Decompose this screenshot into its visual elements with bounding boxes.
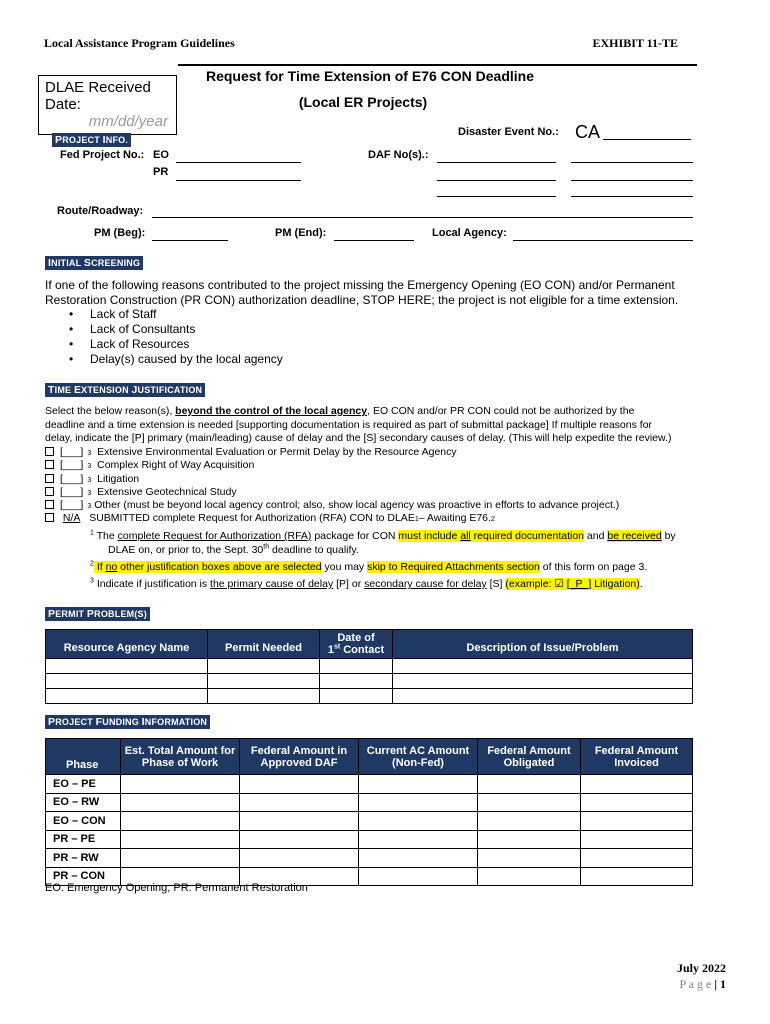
fed-project-pr-input[interactable] — [176, 180, 301, 181]
daf-input-2[interactable] — [571, 162, 693, 163]
dlae-received-date-field[interactable] — [38, 75, 177, 135]
disaster-event-label: Disaster Event No.: — [458, 126, 559, 138]
checkbox[interactable] — [45, 500, 54, 509]
pm-beg-label: PM (Beg): — [94, 227, 146, 239]
list-item: • Lack of Consultants — [45, 322, 283, 337]
phase-label: PR – PE — [46, 830, 121, 849]
justification-option-litigation[interactable]: [___] 3 Litigation — [45, 473, 619, 486]
route-roadway-input[interactable] — [152, 217, 693, 218]
list-item: • Delay(s) caused by the local agency — [45, 352, 283, 367]
fed-project-pr-label: PR — [153, 166, 169, 178]
section-project-funding: PROJECT FUNDING INFORMATION — [45, 715, 210, 729]
table-row — [46, 830, 693, 849]
table-row — [46, 775, 693, 794]
footnote-2: $^2$ If no other justification boxes above are selected you may skip to Required Attachments section of this form on page 3. — [90, 560, 648, 573]
pm-end-input[interactable] — [334, 240, 414, 241]
pm-beg-input[interactable] — [152, 240, 228, 241]
section-initial-screening: INITIAL SCREENING — [45, 256, 143, 270]
header-program-title: Local Assistance Program Guidelines — [44, 36, 235, 50]
column-header: Phase — [46, 739, 121, 775]
table-row — [46, 812, 693, 831]
daf-label: DAF No(s).: — [368, 149, 429, 161]
column-header: Resource Agency Name — [46, 630, 208, 659]
header-rule — [178, 64, 697, 66]
phase-label: PR – RW — [46, 849, 121, 868]
column-header: Description of Issue/Problem — [393, 630, 693, 659]
justification-option-right-of-way[interactable]: [___] 3 Complex Right of Way Acquisition — [45, 459, 619, 472]
list-item: • Lack of Resources — [45, 337, 283, 352]
checkbox[interactable] — [45, 487, 54, 496]
list-item: • Lack of Staff — [45, 307, 283, 322]
column-header: Est. Total Amount for Phase of Work — [121, 739, 240, 775]
table-row — [46, 659, 693, 674]
fed-project-eo-input[interactable] — [176, 162, 301, 163]
justification-instructions: Select the below reason(s), beyond the control of the local agency, EO CON and/or PR CON could not be authorized by the deadline and a time extension is needed [supporting documentation is required as part of submittal package] If multiple reasons for delay, indicate the [P] primary (main/leading) cause of delay and the [S] secondary causes of delay. (This will help expedite the review.) — [45, 405, 672, 444]
section-time-extension-justification: TIME EXTENSION JUSTIFICATION — [45, 383, 205, 397]
daf-input-5[interactable] — [437, 196, 556, 197]
phase-label: EO – CON — [46, 812, 121, 831]
header-exhibit-label: EXHIBIT 11-TE — [592, 36, 678, 50]
form-subtitle: (Local ER Projects) — [298, 94, 428, 110]
footnote-1: $^1$ The complete Request for Authorization (RFA) package for CON must include all required documentation and be received by DLAE on, or prior to, the Sept. 30th deadline to qualify. — [90, 529, 676, 556]
justification-option-other[interactable]: [___] 3 Other (must be beyond local agency control; also, show local agency was proactive in efforts to advance project.) — [45, 499, 619, 512]
footer-date: July 2022 — [676, 961, 726, 975]
checkbox[interactable] — [45, 460, 54, 469]
footer-page-number: P a g e | 1 — [679, 977, 726, 991]
justification-option-rfa-submitted[interactable]: N/A SUBMITTED complete Request for Authorization (RFA) CON to DLAE 1 – Awaiting E76. 2 — [45, 512, 619, 525]
dlae-label-line1: DLAE Received — [45, 79, 151, 96]
column-header: Federal Amount Obligated — [478, 739, 581, 775]
fed-project-label: Fed Project No.: — [60, 149, 145, 161]
justification-options — [45, 446, 619, 526]
daf-input-3[interactable] — [437, 180, 556, 181]
dlae-date-placeholder: mm/dd/year — [88, 113, 168, 130]
ineligible-reasons-list — [45, 307, 283, 367]
local-agency-input[interactable] — [513, 240, 693, 241]
form-title: Request for Time Extension of E76 CON Deadline — [205, 68, 535, 84]
checkbox[interactable] — [45, 447, 54, 456]
local-agency-label: Local Agency: — [432, 227, 507, 239]
table-row — [46, 689, 693, 704]
section-project-info: PROJECT INFO. — [52, 133, 131, 147]
section-permit-problems: PERMIT PROBLEM(S) — [45, 607, 150, 621]
table-row — [46, 793, 693, 812]
checkbox[interactable] — [45, 474, 54, 483]
daf-input-1[interactable] — [437, 162, 556, 163]
table-row — [46, 674, 693, 689]
daf-input-4[interactable] — [571, 180, 693, 181]
fed-project-eo-label: EO — [153, 149, 169, 161]
daf-input-6[interactable] — [571, 196, 693, 197]
phase-label: EO – PE — [46, 775, 121, 794]
pm-end-label: PM (End): — [275, 227, 327, 239]
initial-screening-intro: If one of the following reasons contributed to the project missing the Emergency Opening (EO CON) and/or Permanent Restoration Construction (PR CON) authorization deadline, STOP HERE; the project is not eligible for a time extension. — [45, 278, 679, 307]
checkbox[interactable] — [45, 513, 54, 522]
column-header: Federal Amount in Approved DAF — [240, 739, 359, 775]
justification-option-environmental[interactable]: [___] 3 Extensive Environmental Evaluation or Permit Delay by the Resource Agency — [45, 446, 619, 459]
dlae-label-line2: Date: — [45, 96, 81, 113]
route-roadway-label: Route/Roadway: — [57, 205, 144, 217]
disaster-event-input[interactable] — [603, 139, 691, 140]
justification-option-geotechnical[interactable]: [___] 3 Extensive Geotechnical Study — [45, 486, 619, 499]
funding-abbreviation-note: EO: Emergency Opening; PR: Permanent Restoration — [45, 882, 308, 894]
column-header: Date of 1st Contact — [320, 630, 393, 659]
column-header: Federal Amount Invoiced — [581, 739, 693, 775]
phase-label: EO – RW — [46, 793, 121, 812]
phase-label: PR – CON — [46, 867, 121, 886]
footnote-3: $^3$ Indicate if justification is the primary cause of delay [P] or secondary cause for delay [S] (example: ☑ [_P_] Litigation). — [90, 577, 643, 590]
column-header: Current AC Amount (Non-Fed) — [359, 739, 478, 775]
disaster-event-prefix: CA — [575, 122, 601, 142]
permit-problems-table — [45, 629, 693, 704]
column-header: Permit Needed — [208, 630, 320, 659]
table-row — [46, 849, 693, 868]
project-funding-table — [45, 738, 693, 886]
